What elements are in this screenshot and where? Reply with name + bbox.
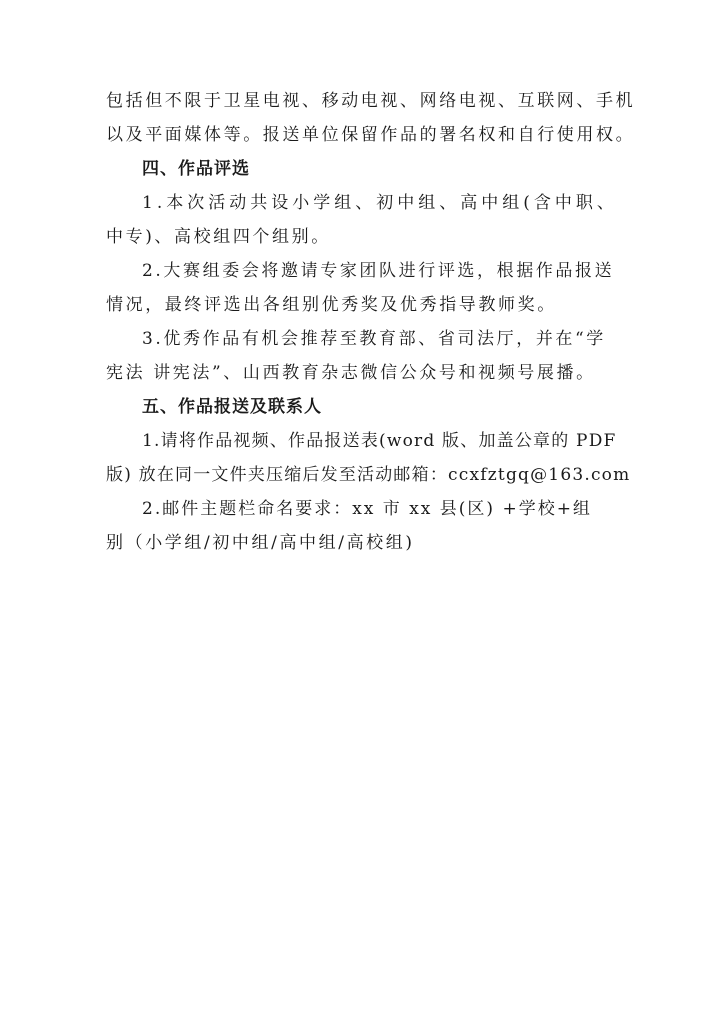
paragraph-line-8: 宪法 讲宪法”、山西教育杂志微信公众号和视频号展播。 [106, 363, 596, 383]
paragraph-line-3: 1.本次活动共设小学组、初中组、高中组(含中职、 [142, 193, 618, 213]
paragraph-line-4: 中专)、高校组四个组别。 [106, 227, 331, 247]
paragraph-line-5: 2.大赛组委会将邀请专家团队进行评选，根据作品报送 [142, 261, 615, 281]
paragraph-line-10-email: 版) 放在同一文件夹压缩后发至活动邮箱：ccxfztgq@163.com [106, 465, 631, 485]
paragraph-line-9: 1.请将作品视频、作品报送表(word 版、加盖公章的 PDF [142, 431, 617, 451]
paragraph-line-1: 包括但不限于卫星电视、移动电视、网络电视、互联网、手机 [106, 91, 636, 111]
paragraph-line-7: 3.优秀作品有机会推荐至教育部、省司法厅，并在“学 [142, 329, 606, 349]
section-heading-submission-contact: 五、作品报送及联系人 [142, 397, 322, 417]
paragraph-line-2: 以及平面媒体等。报送单位保留作品的署名权和自行使用权。 [106, 125, 636, 145]
paragraph-line-11: 2.邮件主题栏命名要求：xx 市 xx 县(区) +学校+组 [142, 499, 592, 519]
section-heading-evaluation: 四、作品评选 [142, 159, 250, 179]
paragraph-line-12: 别（小学组/初中组/高中组/高校组) [106, 533, 415, 553]
document-body [106, 84, 636, 560]
paragraph-line-6: 情况，最终评选出各组别优秀奖及优秀指导教师奖。 [106, 295, 557, 315]
